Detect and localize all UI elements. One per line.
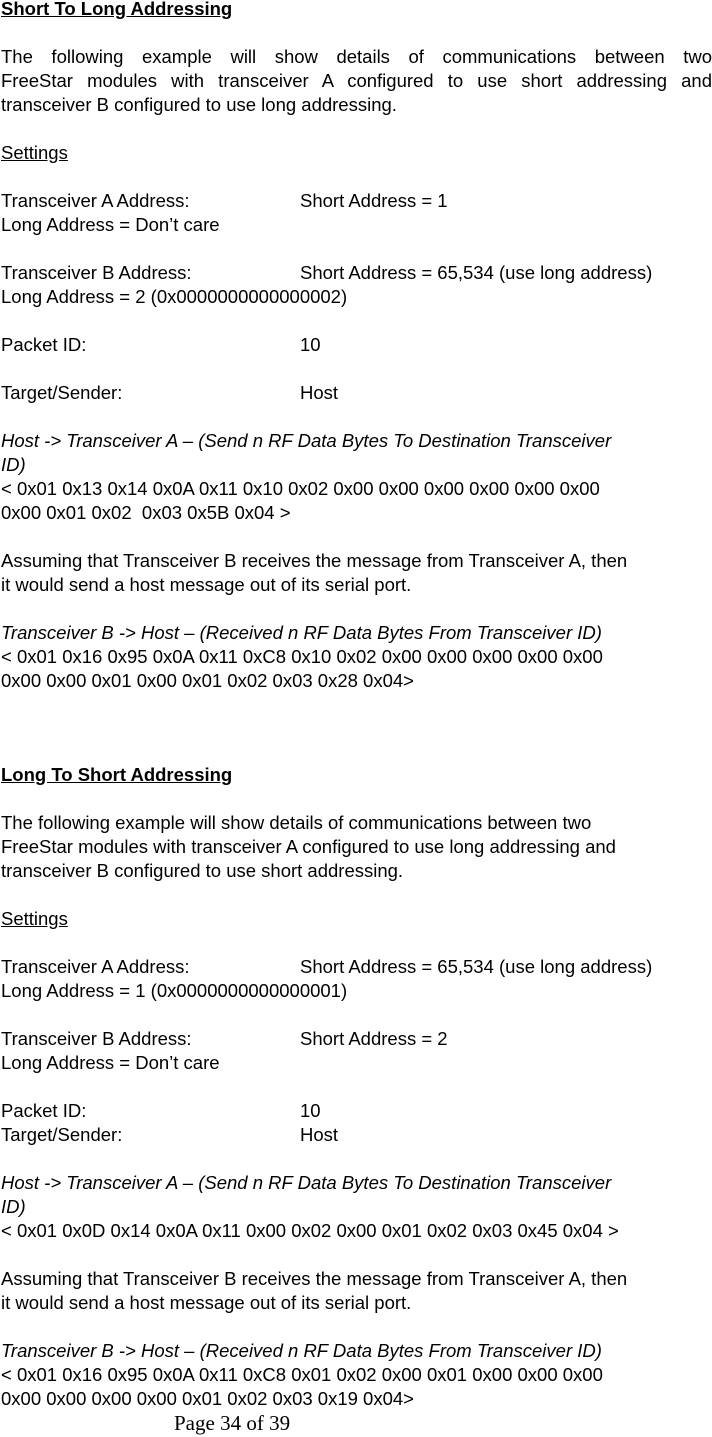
host-bytes: < 0x01 0x0D 0x14 0x0A 0x11 0x00 0x02 0x00 0x01 0x02 0x03 0x45 0x04 >: [1, 1220, 619, 1241]
host-bytes: < 0x01 0x13 0x14 0x0A 0x11 0x10 0x02 0x00 0x00 0x00 0x00 0x00 0x00: [1, 478, 600, 499]
transceiver-a-long-address: Long Address = 1 (0x0000000000000001): [1, 980, 348, 1001]
intro-line: transceiver B configured to use long addressing.: [1, 94, 397, 115]
target-sender-label: Target/Sender:: [1, 382, 123, 403]
transceiver-to-host-caption: Transceiver B -> Host – (Received n RF Data Bytes From Transceiver ID): [1, 1340, 602, 1361]
page-number: Page 34 of 39: [174, 1411, 291, 1435]
received-bytes: 0x00 0x00 0x00 0x00 0x01 0x02 0x03 0x19 0x04>: [1, 1388, 414, 1409]
transceiver-b-long-address: Long Address = 2 (0x0000000000000002): [1, 286, 348, 307]
transceiver-a-short-address: Short Address = 65,534 (use long address): [300, 956, 653, 977]
intro-line: The following example will show details of communications between two: [1, 812, 592, 833]
packet-id-value: 10: [300, 1100, 321, 1121]
section-heading-short-to-long: Short To Long Addressing: [1, 0, 233, 19]
transceiver-b-long-address: Long Address = Don’t care: [1, 1052, 220, 1073]
received-bytes: < 0x01 0x16 0x95 0x0A 0x11 0xC8 0x01 0x02 0x00 0x01 0x00 0x00 0x00: [1, 1364, 603, 1385]
intro-line: FreeStar modules with transceiver A configured to use short addressing and: [1, 70, 712, 91]
settings-label: Settings: [1, 142, 68, 163]
intro-line: The following example will show details of communications between two: [1, 46, 712, 67]
section-heading-long-to-short: Long To Short Addressing: [1, 764, 233, 785]
packet-id-label: Packet ID:: [1, 1100, 87, 1121]
transceiver-a-label: Transceiver A Address:: [1, 190, 190, 211]
target-sender-label: Target/Sender:: [1, 1124, 123, 1145]
host-to-transceiver-caption: Host -> Transceiver A – (Send n RF Data Bytes To Destination Transceiver: [1, 430, 612, 451]
host-to-transceiver-caption: ID): [1, 454, 26, 475]
transceiver-b-label: Transceiver B Address:: [1, 262, 192, 283]
target-sender-value: Host: [300, 382, 339, 403]
assumption-text: Assuming that Transceiver B receives the message from Transceiver A, then: [1, 1268, 628, 1289]
received-bytes: 0x00 0x00 0x01 0x00 0x01 0x02 0x03 0x28 0x04>: [1, 670, 414, 691]
transceiver-a-label: Transceiver A Address:: [1, 956, 190, 977]
assumption-text: Assuming that Transceiver B receives the message from Transceiver A, then: [1, 550, 628, 571]
received-bytes: < 0x01 0x16 0x95 0x0A 0x11 0xC8 0x10 0x02 0x00 0x00 0x00 0x00 0x00: [1, 646, 603, 667]
host-bytes: 0x00 0x01 0x02 0x03 0x5B 0x04 >: [1, 502, 291, 523]
intro-line: FreeStar modules with transceiver A configured to use long addressing and: [1, 836, 616, 857]
transceiver-a-long-address: Long Address = Don’t care: [1, 214, 220, 235]
transceiver-b-label: Transceiver B Address:: [1, 1028, 192, 1049]
transceiver-b-short-address: Short Address = 65,534 (use long address): [300, 262, 653, 283]
intro-line: transceiver B configured to use short addressing.: [1, 860, 404, 881]
assumption-text: it would send a host message out of its serial port.: [1, 574, 412, 595]
target-sender-value: Host: [300, 1124, 339, 1145]
packet-id-value: 10: [300, 334, 321, 355]
settings-label: Settings: [1, 908, 68, 929]
packet-id-label: Packet ID:: [1, 334, 87, 355]
host-to-transceiver-caption: Host -> Transceiver A – (Send n RF Data Bytes To Destination Transceiver: [1, 1172, 612, 1193]
assumption-text: it would send a host message out of its serial port.: [1, 1292, 412, 1313]
transceiver-to-host-caption: Transceiver B -> Host – (Received n RF Data Bytes From Transceiver ID): [1, 622, 602, 643]
host-to-transceiver-caption: ID): [1, 1196, 26, 1217]
transceiver-a-short-address: Short Address = 1: [300, 190, 448, 211]
transceiver-b-short-address: Short Address = 2: [300, 1028, 448, 1049]
